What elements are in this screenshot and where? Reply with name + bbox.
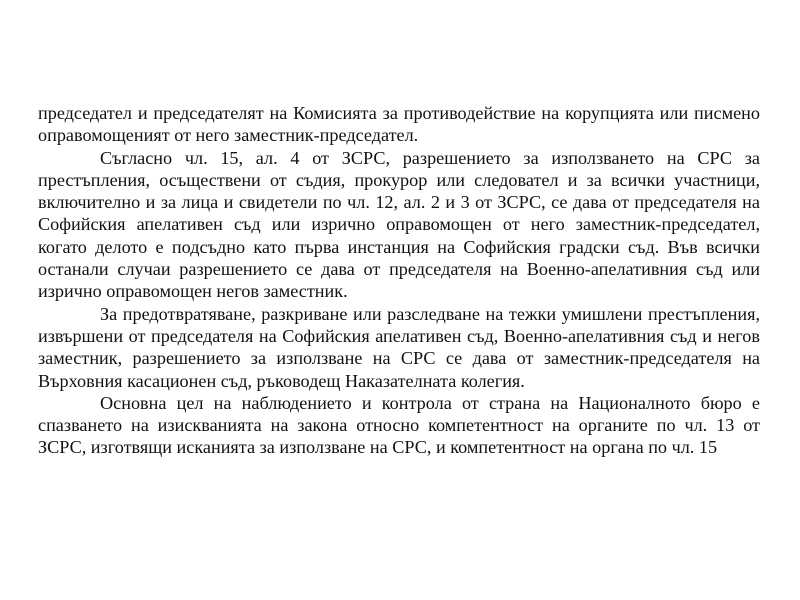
paragraph-continuation: председател и председателят на Комисията за противодействие на корупцията или писмено оправомощеният от него заместник-председател. (38, 103, 760, 146)
paragraph-authorization-srs: Съгласно чл. 15, ал. 4 от ЗСРС, разрешението за използването на СРС за престъпления, осъществени от съдия, прокурор или следовател и за всички участници, включително и за лица и свидетели по чл. 12, ал. 2 и 3 от ЗСРС, се дава от председателя на Софийския апелативен съд или изрично оправомощен от него заместник-председател, когато делото е подсъдно като първа инстанция на Софийския градски съд. Във всички останали случаи разрешението се дава от председателя на Военно-апелативния съд или изрично оправомощен негов заместник. (38, 147, 760, 302)
document-body (38, 102, 760, 459)
paragraph-monitoring-goal: Основна цел на наблюдението и контрола от страна на Националното бюро е спазването на изискванията на закона относно компетентност на органите по чл. 13 от ЗСРС, изготвящи исканията за използване на СРС, и компетентност на органа по чл. 15 (38, 392, 760, 458)
paragraph-serious-crimes: За предотвратяване, разкриване или разследване на тежки умишлени престъпления, извършени от председателя на Софийския апелативен съд, Военно-апелативния съд и негов заместник, разрешението за използване на СРС се дава от заместник-председателя на Върховния касационен съд, ръководещ Наказателната колегия. (38, 303, 760, 391)
